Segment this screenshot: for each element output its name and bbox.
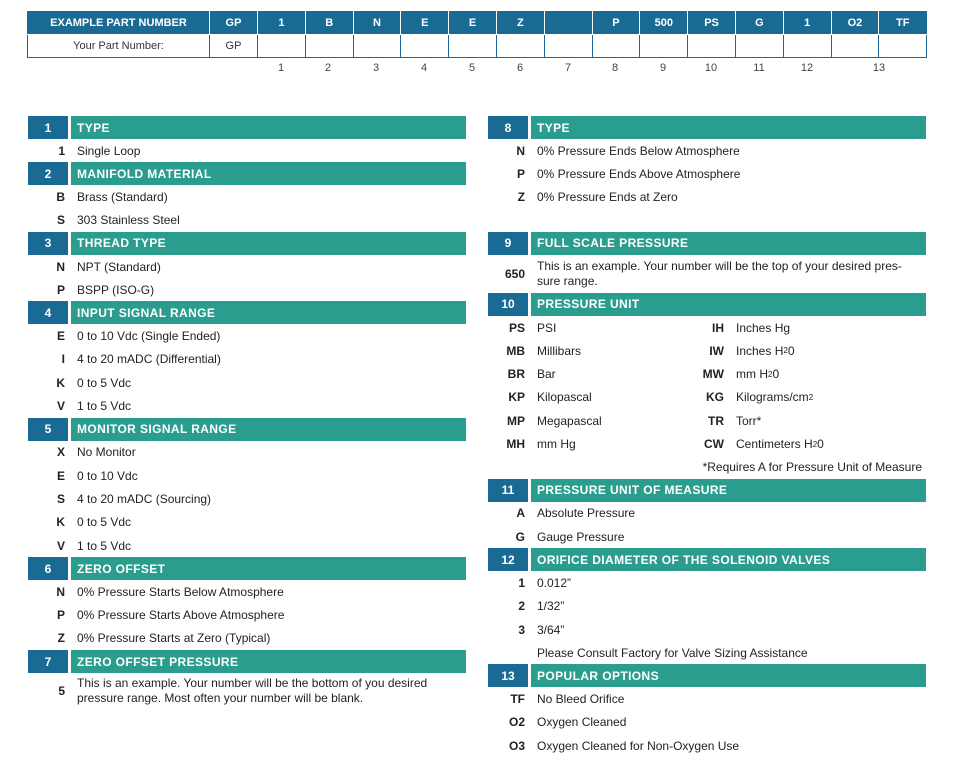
unit-code: MW: [702, 367, 724, 382]
unit-code: MH: [506, 437, 525, 452]
option-desc: NPT (Standard): [77, 259, 161, 274]
option-code: Z: [517, 190, 525, 205]
your-part-cell[interactable]: [305, 35, 353, 58]
option-code: 2: [518, 599, 525, 614]
example-cell: GP: [210, 12, 258, 35]
your-part-cell[interactable]: [353, 35, 401, 58]
unit-code: CW: [704, 437, 724, 452]
option-code: O2: [508, 715, 525, 730]
option-row: [488, 502, 926, 525]
option-row: [28, 511, 466, 534]
unit-desc: Bar: [537, 367, 556, 382]
option-row: [488, 595, 926, 618]
section-title: MANIFOLD MATERIAL: [71, 162, 466, 185]
unit-desc: mm H 2 0: [736, 367, 780, 382]
unit-desc: Kilograms/cm 2: [736, 390, 814, 405]
section-number: 3: [28, 232, 68, 255]
option-code: 1: [518, 575, 525, 590]
section-number: 1: [28, 116, 68, 139]
option-code: TF: [510, 692, 525, 707]
your-part-cell[interactable]: [449, 35, 497, 58]
section-header-7: [28, 650, 466, 673]
position-number: 1: [277, 62, 285, 74]
unit-code: TR: [708, 413, 724, 428]
option-code: P: [56, 608, 65, 623]
section-header-11: [488, 479, 926, 502]
section-title: ZERO OFFSET PRESSURE: [71, 650, 466, 673]
section-header-3: [28, 232, 466, 255]
your-part-cell[interactable]: [640, 35, 688, 58]
your-part-label: Your Part Number:: [28, 35, 210, 58]
option-desc: 4 to 20 mADC (Differential): [77, 352, 221, 367]
option-row: [488, 618, 926, 641]
example-cell: O2: [831, 12, 879, 35]
option-desc: 4 to 20 mADC (Sourcing): [77, 491, 212, 506]
unit-desc: Kilopascal: [537, 390, 592, 405]
option-code: P: [56, 282, 65, 297]
section-title: PRESSURE UNIT: [531, 293, 926, 316]
option-code: 1: [58, 143, 65, 158]
unit-desc: Torr*: [736, 413, 762, 428]
section-number: 7: [28, 650, 68, 673]
unit-desc: Centimeters H 2 0: [736, 437, 824, 452]
position-number: 7: [564, 62, 572, 74]
option-desc: Absolute Pressure: [537, 506, 636, 521]
option-row: [28, 487, 466, 510]
option-code: A: [516, 506, 525, 521]
option-desc: 303 Stainless Steel: [77, 213, 180, 228]
position-numbers: [0, 62, 960, 76]
unit-code: IH: [712, 320, 724, 335]
section-number: 11: [488, 479, 528, 502]
option-row: [28, 441, 466, 464]
example-cell: 500: [640, 12, 688, 35]
option-row: [488, 525, 926, 548]
your-part-cell[interactable]: [783, 35, 831, 58]
option-row: [28, 603, 466, 626]
option-row: [28, 209, 466, 232]
section-header-6: [28, 557, 466, 580]
option-desc: Oxygen Cleaned for Non-Oxygen Use: [537, 738, 740, 753]
option-code: 3: [518, 622, 525, 637]
your-part-cell[interactable]: [688, 35, 736, 58]
section-title: THREAD TYPE: [71, 232, 466, 255]
option-desc: No Bleed Orifice: [537, 692, 625, 707]
option-code: 650: [504, 266, 525, 281]
section-number: 9: [488, 232, 528, 255]
example-cell: Z: [496, 12, 544, 35]
option-code: N: [56, 259, 65, 274]
option-desc: 3/64”: [537, 622, 565, 637]
position-number: 9: [659, 62, 667, 74]
your-part-cell[interactable]: [496, 35, 544, 58]
your-part-cell[interactable]: [592, 35, 640, 58]
your-part-row: [28, 35, 927, 58]
option-row: [488, 687, 926, 710]
option-code: Z: [57, 631, 65, 646]
part-number-table: [27, 11, 927, 58]
option-code: K: [56, 375, 65, 390]
option-desc: 0 to 10 Vdc (Single Ended): [77, 329, 221, 344]
section-header-9: [488, 232, 926, 255]
example-cell: B: [305, 12, 353, 35]
unit-desc: Megapascal: [537, 413, 602, 428]
section-title: MONITOR SIGNAL RANGE: [71, 418, 466, 441]
option-row: [488, 255, 926, 293]
section-number: 2: [28, 162, 68, 185]
option-desc: 0 to 5 Vdc: [77, 375, 132, 390]
option-code: G: [515, 529, 525, 544]
option-row: [28, 255, 466, 278]
option-code: V: [56, 399, 65, 414]
option-row: [28, 580, 466, 603]
option-code: E: [56, 329, 65, 344]
unit-code: BR: [507, 367, 525, 382]
option-row: [28, 394, 466, 417]
position-number: 8: [611, 62, 619, 74]
position-number: 11: [753, 62, 765, 74]
option-desc: 0 to 5 Vdc: [77, 515, 132, 530]
section-number: 6: [28, 557, 68, 580]
option-row: [488, 162, 926, 185]
unit-code: PS: [508, 320, 525, 335]
example-cell: [544, 12, 592, 35]
your-part-cell[interactable]: [258, 35, 306, 58]
example-cell: E: [401, 12, 449, 35]
option-desc: 0 to 10 Vdc: [77, 468, 138, 483]
option-desc: 0.012”: [537, 575, 572, 590]
pressure-unit-grid: [488, 316, 926, 456]
option-code: N: [56, 584, 65, 599]
your-part-cell[interactable]: [401, 35, 449, 58]
option-code: V: [56, 538, 65, 553]
option-desc: No Monitor: [77, 445, 136, 460]
option-desc: 0% Pressure Starts Below Atmosphere: [77, 584, 284, 599]
option-row: [28, 185, 466, 208]
option-code: S: [56, 491, 65, 506]
unit-footnote: *Requires A for Pressure Unit of Measure: [702, 460, 922, 475]
position-number: 3: [372, 62, 380, 74]
section-number: 8: [488, 116, 528, 139]
your-part-cell[interactable]: [831, 35, 879, 58]
option-code: B: [56, 189, 65, 204]
option-row: [28, 348, 466, 371]
right-column: [488, 116, 926, 757]
section-header-1: [28, 116, 466, 139]
section-title: ORIFICE DIAMETER OF THE SOLENOID VALVES: [531, 548, 926, 571]
option-code: E: [56, 468, 65, 483]
option-row: [28, 324, 466, 347]
section-title: INPUT SIGNAL RANGE: [71, 301, 466, 324]
example-cell: E: [449, 12, 497, 35]
unit-code: KP: [508, 390, 525, 405]
section-title: FULL SCALE PRESSURE: [531, 232, 926, 255]
position-number: 6: [516, 62, 524, 74]
section-header-8: [488, 116, 926, 139]
unit-code: KG: [706, 390, 724, 405]
option-code: I: [61, 352, 65, 367]
option-row: [488, 139, 926, 162]
section-number: 13: [488, 664, 528, 687]
section-number: 5: [28, 418, 68, 441]
section-title: PRESSURE UNIT OF MEASURE: [531, 479, 926, 502]
section-header-12: [488, 548, 926, 571]
spacer: [488, 209, 926, 232]
position-number: 5: [468, 62, 476, 74]
unit-desc: Millibars: [537, 343, 582, 358]
option-row: [488, 571, 926, 594]
unit-desc: PSI: [537, 320, 557, 335]
example-cell: 1: [258, 12, 306, 35]
position-number: 13: [872, 62, 886, 74]
option-row: [28, 139, 466, 162]
option-row: [28, 278, 466, 301]
unit-code: MP: [507, 413, 525, 428]
example-cell: PS: [688, 12, 736, 35]
option-desc: Single Loop: [77, 143, 141, 158]
option-code: K: [56, 515, 65, 530]
option-code: X: [56, 445, 65, 460]
position-number: 4: [420, 62, 428, 74]
unit-desc: Inches Hg: [736, 320, 791, 335]
section-title: TYPE: [531, 116, 926, 139]
position-number: 12: [800, 62, 814, 74]
section-title: ZERO OFFSET: [71, 557, 466, 580]
example-cell: N: [353, 12, 401, 35]
option-desc: 0% Pressure Ends Below Atmosphere: [537, 143, 740, 158]
unit-desc: Inches H 2 0: [736, 343, 795, 358]
valve-sizing-note: Please Consult Factory for Valve Sizing Assistance: [537, 645, 808, 660]
option-row: [28, 534, 466, 557]
option-desc: Brass (Standard): [77, 189, 168, 204]
option-desc: Oxygen Cleaned: [537, 715, 627, 730]
position-number: 2: [324, 62, 332, 74]
section-header-2: [28, 162, 466, 185]
option-desc: 0% Pressure Ends Above Atmosphere: [537, 166, 741, 181]
example-label: EXAMPLE PART NUMBER: [28, 12, 210, 35]
example-cell: TF: [879, 12, 927, 35]
option-row: [28, 371, 466, 394]
section-title: TYPE: [71, 116, 466, 139]
your-part-cell: GP: [210, 35, 258, 58]
option-row: [28, 464, 466, 487]
section-number: 4: [28, 301, 68, 324]
example-cell: 1: [783, 12, 831, 35]
position-number: 10: [704, 62, 718, 74]
option-note: [488, 641, 926, 664]
example-cell: G: [735, 12, 783, 35]
option-row: [488, 734, 926, 757]
your-part-cell[interactable]: [735, 35, 783, 58]
option-code: P: [516, 166, 525, 181]
option-row: [488, 711, 926, 734]
section-header-4: [28, 301, 466, 324]
example-part-row: [28, 12, 927, 35]
unit-code: IW: [709, 343, 724, 358]
option-code: O3: [508, 738, 525, 753]
option-row: [28, 627, 466, 650]
section-header-13: [488, 664, 926, 687]
your-part-cell[interactable]: [879, 35, 927, 58]
option-desc: 0% Pressure Ends at Zero: [537, 190, 678, 205]
left-column: [28, 116, 466, 709]
section-header-5: [28, 418, 466, 441]
example-cell: P: [592, 12, 640, 35]
section-number: 10: [488, 293, 528, 316]
option-desc: 1 to 5 Vdc: [77, 538, 132, 553]
section-title: POPULAR OPTIONS: [531, 664, 926, 687]
your-part-cell[interactable]: [544, 35, 592, 58]
option-desc: 1/32”: [537, 599, 565, 614]
option-code: S: [56, 213, 65, 228]
option-desc: 0% Pressure Starts at Zero (Typical): [77, 631, 271, 646]
option-desc: Gauge Pressure: [537, 529, 625, 544]
option-desc: This is an example. Your number will be the bottom of you desired pressure range. Most often your number will be blank.: [77, 676, 428, 706]
option-code: 5: [58, 684, 65, 699]
unit-desc: mm Hg: [537, 437, 576, 452]
option-row: [488, 186, 926, 209]
section-number: 12: [488, 548, 528, 571]
section-header-10: [488, 293, 926, 316]
option-row: [28, 673, 466, 709]
option-desc: 1 to 5 Vdc: [77, 399, 132, 414]
option-desc: 0% Pressure Starts Above Atmosphere: [77, 608, 285, 623]
option-desc: BSPP (ISO-G): [77, 282, 155, 297]
option-code: N: [516, 143, 525, 158]
unit-code: MB: [506, 343, 525, 358]
option-desc: This is an example. Your number will be the top of your desired pres-sure range.: [537, 258, 902, 288]
